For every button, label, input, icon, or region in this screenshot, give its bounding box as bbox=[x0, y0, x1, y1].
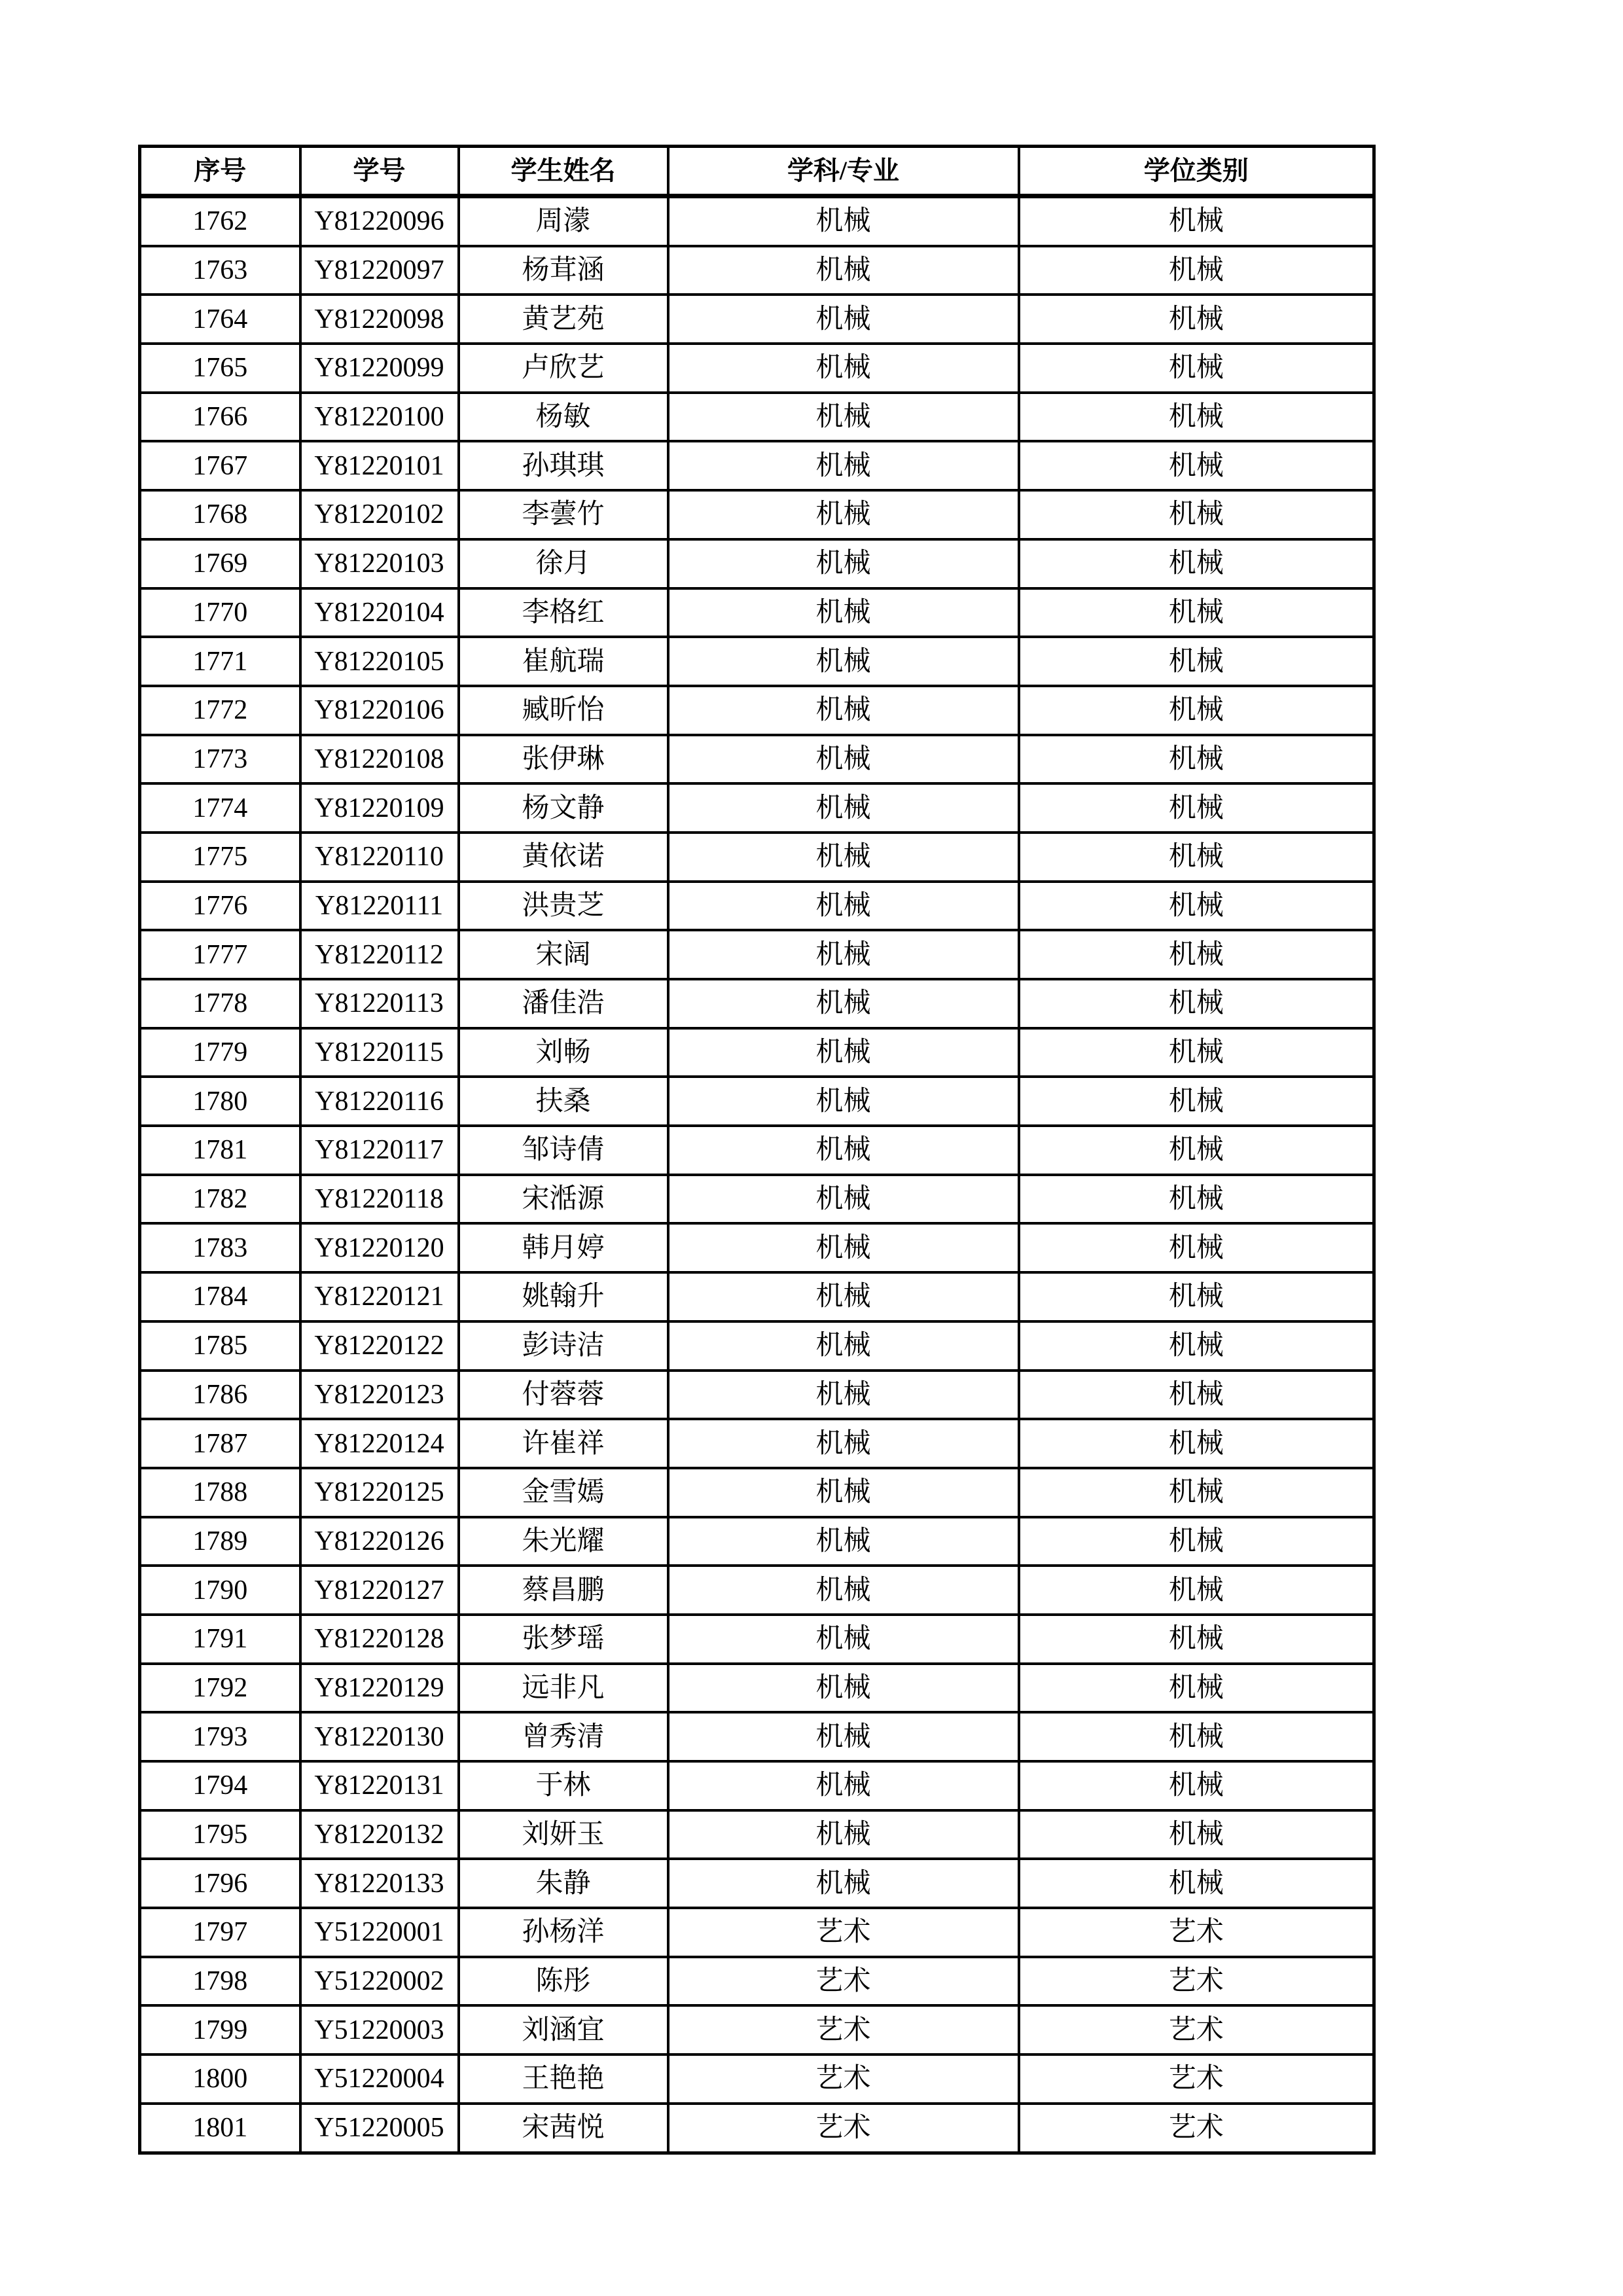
student-name-cell: 崔航瑞 bbox=[459, 637, 668, 686]
table-row bbox=[140, 196, 1374, 246]
student-id-cell: Y51220001 bbox=[300, 1908, 459, 1957]
student-id-cell: Y81220121 bbox=[300, 1272, 459, 1321]
table-row bbox=[140, 344, 1374, 393]
student-name-cell: 朱光耀 bbox=[459, 1517, 668, 1566]
student-id-cell: Y81220130 bbox=[300, 1712, 459, 1761]
major-cell: 机械 bbox=[668, 1761, 1019, 1810]
student-name-cell: 彭诗洁 bbox=[459, 1321, 668, 1371]
student-name-cell: 付蓉蓉 bbox=[459, 1371, 668, 1420]
major-cell: 机械 bbox=[668, 1175, 1019, 1224]
degree-type-cell: 机械 bbox=[1019, 1517, 1374, 1566]
student-name-cell: 刘畅 bbox=[459, 1028, 668, 1077]
degree-type-cell: 机械 bbox=[1019, 1223, 1374, 1272]
major-cell: 艺术 bbox=[668, 1908, 1019, 1957]
student-id-cell: Y81220097 bbox=[300, 246, 459, 295]
major-cell: 机械 bbox=[668, 1419, 1019, 1468]
degree-type-cell: 机械 bbox=[1019, 588, 1374, 637]
degree-type-cell: 机械 bbox=[1019, 1468, 1374, 1517]
major-cell: 机械 bbox=[668, 1566, 1019, 1615]
serial-number-cell: 1767 bbox=[140, 441, 300, 490]
student-name-cell: 姚翰升 bbox=[459, 1272, 668, 1321]
degree-type-cell: 机械 bbox=[1019, 1272, 1374, 1321]
serial-number-cell: 1794 bbox=[140, 1761, 300, 1810]
student-id-cell: Y51220005 bbox=[300, 2104, 459, 2153]
table-row bbox=[140, 1859, 1374, 1908]
table-row bbox=[140, 979, 1374, 1028]
degree-type-cell: 机械 bbox=[1019, 1810, 1374, 1859]
major-cell: 机械 bbox=[668, 882, 1019, 931]
serial-number-cell: 1788 bbox=[140, 1468, 300, 1517]
table-row bbox=[140, 2104, 1374, 2153]
student-name-cell: 黄艺苑 bbox=[459, 295, 668, 344]
major-cell: 机械 bbox=[668, 539, 1019, 588]
student-id-cell: Y81220118 bbox=[300, 1175, 459, 1224]
serial-number-cell: 1782 bbox=[140, 1175, 300, 1224]
student-name-cell: 李蕓竹 bbox=[459, 490, 668, 539]
table-row bbox=[140, 1371, 1374, 1420]
student-id-cell: Y81220100 bbox=[300, 393, 459, 442]
table-row bbox=[140, 783, 1374, 833]
student-id-cell: Y81220117 bbox=[300, 1126, 459, 1175]
table-row bbox=[140, 1126, 1374, 1175]
student-name-cell: 许崔祥 bbox=[459, 1419, 668, 1468]
student-name-cell: 宋阔 bbox=[459, 930, 668, 979]
major-cell: 机械 bbox=[668, 1615, 1019, 1664]
major-cell: 机械 bbox=[668, 441, 1019, 490]
student-id-cell: Y81220126 bbox=[300, 1517, 459, 1566]
student-id-cell: Y81220120 bbox=[300, 1223, 459, 1272]
major-cell: 机械 bbox=[668, 783, 1019, 833]
student-id-cell: Y81220110 bbox=[300, 833, 459, 882]
student-id-cell: Y81220101 bbox=[300, 441, 459, 490]
student-id-cell: Y81220115 bbox=[300, 1028, 459, 1077]
table-row bbox=[140, 441, 1374, 490]
serial-number-cell: 1797 bbox=[140, 1908, 300, 1957]
table-row bbox=[140, 393, 1374, 442]
major-cell: 艺术 bbox=[668, 2104, 1019, 2153]
major-cell: 机械 bbox=[668, 930, 1019, 979]
major-cell: 机械 bbox=[668, 1859, 1019, 1908]
degree-type-cell: 机械 bbox=[1019, 1321, 1374, 1371]
major-cell: 机械 bbox=[668, 1272, 1019, 1321]
serial-number-cell: 1779 bbox=[140, 1028, 300, 1077]
student-name-cell: 宋湉源 bbox=[459, 1175, 668, 1224]
student-id-cell: Y81220099 bbox=[300, 344, 459, 393]
serial-number-cell: 1789 bbox=[140, 1517, 300, 1566]
major-cell: 机械 bbox=[668, 1321, 1019, 1371]
major-cell: 机械 bbox=[668, 393, 1019, 442]
serial-number-cell: 1777 bbox=[140, 930, 300, 979]
student-name-cell: 宋茜悦 bbox=[459, 2104, 668, 2153]
student-roster-table bbox=[138, 145, 1376, 2155]
degree-type-cell: 机械 bbox=[1019, 344, 1374, 393]
student-id-cell: Y81220103 bbox=[300, 539, 459, 588]
serial-number-cell: 1787 bbox=[140, 1419, 300, 1468]
student-name-cell: 王艳艳 bbox=[459, 2054, 668, 2104]
degree-type-cell: 艺术 bbox=[1019, 1957, 1374, 2006]
table-row bbox=[140, 833, 1374, 882]
table-row bbox=[140, 1566, 1374, 1615]
header-row bbox=[140, 147, 1374, 196]
degree-type-cell: 机械 bbox=[1019, 1126, 1374, 1175]
student-name-cell: 杨茸涵 bbox=[459, 246, 668, 295]
serial-number-cell: 1792 bbox=[140, 1664, 300, 1713]
table-row bbox=[140, 1761, 1374, 1810]
student-id-cell: Y81220128 bbox=[300, 1615, 459, 1664]
degree-type-cell: 机械 bbox=[1019, 1419, 1374, 1468]
student-id-cell: Y81220113 bbox=[300, 979, 459, 1028]
table-row bbox=[140, 1077, 1374, 1126]
serial-number-cell: 1768 bbox=[140, 490, 300, 539]
major-cell: 机械 bbox=[668, 735, 1019, 784]
major-cell: 机械 bbox=[668, 1712, 1019, 1761]
major-cell: 机械 bbox=[668, 588, 1019, 637]
student-id-cell: Y81220131 bbox=[300, 1761, 459, 1810]
table-row bbox=[140, 1468, 1374, 1517]
serial-number-cell: 1790 bbox=[140, 1566, 300, 1615]
degree-type-cell: 机械 bbox=[1019, 196, 1374, 246]
major-cell: 机械 bbox=[668, 295, 1019, 344]
degree-type-cell: 艺术 bbox=[1019, 2104, 1374, 2153]
table-row bbox=[140, 1810, 1374, 1859]
student-name-cell: 远非凡 bbox=[459, 1664, 668, 1713]
table-row bbox=[140, 2005, 1374, 2054]
major-cell: 机械 bbox=[668, 1517, 1019, 1566]
student-name-cell: 韩月婷 bbox=[459, 1223, 668, 1272]
table-row bbox=[140, 1175, 1374, 1224]
student-name-cell: 蔡昌鹏 bbox=[459, 1566, 668, 1615]
table-row bbox=[140, 1223, 1374, 1272]
student-name-cell: 扶桑 bbox=[459, 1077, 668, 1126]
student-id-cell: Y81220102 bbox=[300, 490, 459, 539]
serial-number-cell: 1774 bbox=[140, 783, 300, 833]
student-name-cell: 黄依诺 bbox=[459, 833, 668, 882]
serial-number-cell: 1775 bbox=[140, 833, 300, 882]
serial-number-cell: 1772 bbox=[140, 686, 300, 735]
serial-number-cell: 1800 bbox=[140, 2054, 300, 2104]
serial-number-cell: 1795 bbox=[140, 1810, 300, 1859]
student-id-cell: Y81220125 bbox=[300, 1468, 459, 1517]
serial-number-cell: 1786 bbox=[140, 1371, 300, 1420]
degree-type-cell: 机械 bbox=[1019, 1077, 1374, 1126]
student-id-cell: Y81220106 bbox=[300, 686, 459, 735]
degree-type-cell: 机械 bbox=[1019, 393, 1374, 442]
major-cell: 机械 bbox=[668, 979, 1019, 1028]
student-name-cell: 曾秀清 bbox=[459, 1712, 668, 1761]
header-major: 学科/专业 bbox=[668, 147, 1019, 196]
table-row bbox=[140, 1028, 1374, 1077]
student-id-cell: Y51220002 bbox=[300, 1957, 459, 2006]
student-name-cell: 潘佳浩 bbox=[459, 979, 668, 1028]
table-row bbox=[140, 686, 1374, 735]
serial-number-cell: 1770 bbox=[140, 588, 300, 637]
degree-type-cell: 机械 bbox=[1019, 1664, 1374, 1713]
student-name-cell: 杨文静 bbox=[459, 783, 668, 833]
table-row bbox=[140, 637, 1374, 686]
student-name-cell: 杨敏 bbox=[459, 393, 668, 442]
degree-type-cell: 机械 bbox=[1019, 539, 1374, 588]
degree-type-cell: 机械 bbox=[1019, 1028, 1374, 1077]
serial-number-cell: 1784 bbox=[140, 1272, 300, 1321]
student-id-cell: Y81220104 bbox=[300, 588, 459, 637]
student-name-cell: 孙杨洋 bbox=[459, 1908, 668, 1957]
table-row bbox=[140, 1419, 1374, 1468]
major-cell: 机械 bbox=[668, 833, 1019, 882]
student-id-cell: Y81220132 bbox=[300, 1810, 459, 1859]
table-row bbox=[140, 246, 1374, 295]
serial-number-cell: 1791 bbox=[140, 1615, 300, 1664]
degree-type-cell: 机械 bbox=[1019, 1712, 1374, 1761]
serial-number-cell: 1781 bbox=[140, 1126, 300, 1175]
degree-type-cell: 机械 bbox=[1019, 1371, 1374, 1420]
student-id-cell: Y81220133 bbox=[300, 1859, 459, 1908]
degree-type-cell: 机械 bbox=[1019, 441, 1374, 490]
major-cell: 机械 bbox=[668, 1126, 1019, 1175]
serial-number-cell: 1801 bbox=[140, 2104, 300, 2153]
student-name-cell: 金雪嫣 bbox=[459, 1468, 668, 1517]
degree-type-cell: 机械 bbox=[1019, 979, 1374, 1028]
degree-type-cell: 机械 bbox=[1019, 930, 1374, 979]
student-name-cell: 刘妍玉 bbox=[459, 1810, 668, 1859]
student-name-cell: 张伊琳 bbox=[459, 735, 668, 784]
degree-type-cell: 机械 bbox=[1019, 246, 1374, 295]
serial-number-cell: 1776 bbox=[140, 882, 300, 931]
table-row bbox=[140, 1272, 1374, 1321]
serial-number-cell: 1796 bbox=[140, 1859, 300, 1908]
student-name-cell: 刘涵宜 bbox=[459, 2005, 668, 2054]
student-table-header bbox=[140, 147, 1374, 196]
degree-type-cell: 机械 bbox=[1019, 295, 1374, 344]
table-row bbox=[140, 539, 1374, 588]
degree-type-cell: 机械 bbox=[1019, 735, 1374, 784]
student-id-cell: Y81220098 bbox=[300, 295, 459, 344]
student-id-cell: Y81220129 bbox=[300, 1664, 459, 1713]
student-table-body bbox=[140, 196, 1374, 2153]
student-name-cell: 卢欣艺 bbox=[459, 344, 668, 393]
student-id-cell: Y81220123 bbox=[300, 1371, 459, 1420]
major-cell: 机械 bbox=[668, 1468, 1019, 1517]
major-cell: 机械 bbox=[668, 1077, 1019, 1126]
major-cell: 机械 bbox=[668, 196, 1019, 246]
table-row bbox=[140, 1615, 1374, 1664]
student-id-cell: Y81220096 bbox=[300, 196, 459, 246]
serial-number-cell: 1762 bbox=[140, 196, 300, 246]
student-name-cell: 臧昕怡 bbox=[459, 686, 668, 735]
table-row bbox=[140, 1957, 1374, 2006]
table-row bbox=[140, 2054, 1374, 2104]
student-id-cell: Y81220108 bbox=[300, 735, 459, 784]
degree-type-cell: 机械 bbox=[1019, 882, 1374, 931]
table-row bbox=[140, 882, 1374, 931]
degree-type-cell: 机械 bbox=[1019, 1761, 1374, 1810]
major-cell: 机械 bbox=[668, 686, 1019, 735]
student-id-cell: Y81220122 bbox=[300, 1321, 459, 1371]
major-cell: 机械 bbox=[668, 1664, 1019, 1713]
table-row bbox=[140, 1664, 1374, 1713]
degree-type-cell: 艺术 bbox=[1019, 2054, 1374, 2104]
serial-number-cell: 1780 bbox=[140, 1077, 300, 1126]
serial-number-cell: 1773 bbox=[140, 735, 300, 784]
table-row bbox=[140, 1321, 1374, 1371]
major-cell: 机械 bbox=[668, 246, 1019, 295]
serial-number-cell: 1783 bbox=[140, 1223, 300, 1272]
degree-type-cell: 机械 bbox=[1019, 1175, 1374, 1224]
major-cell: 机械 bbox=[668, 344, 1019, 393]
major-cell: 艺术 bbox=[668, 2054, 1019, 2104]
serial-number-cell: 1766 bbox=[140, 393, 300, 442]
serial-number-cell: 1765 bbox=[140, 344, 300, 393]
serial-number-cell: 1793 bbox=[140, 1712, 300, 1761]
major-cell: 艺术 bbox=[668, 2005, 1019, 2054]
student-id-cell: Y51220003 bbox=[300, 2005, 459, 2054]
table-row bbox=[140, 1712, 1374, 1761]
student-id-cell: Y81220112 bbox=[300, 930, 459, 979]
major-cell: 机械 bbox=[668, 1371, 1019, 1420]
student-name-cell: 李格红 bbox=[459, 588, 668, 637]
table-row bbox=[140, 1908, 1374, 1957]
serial-number-cell: 1763 bbox=[140, 246, 300, 295]
degree-type-cell: 艺术 bbox=[1019, 2005, 1374, 2054]
header-student-id: 学号 bbox=[300, 147, 459, 196]
student-name-cell: 邹诗倩 bbox=[459, 1126, 668, 1175]
student-name-cell: 朱静 bbox=[459, 1859, 668, 1908]
student-name-cell: 徐月 bbox=[459, 539, 668, 588]
serial-number-cell: 1785 bbox=[140, 1321, 300, 1371]
student-name-cell: 孙琪琪 bbox=[459, 441, 668, 490]
table-row bbox=[140, 490, 1374, 539]
student-id-cell: Y81220105 bbox=[300, 637, 459, 686]
student-name-cell: 周濛 bbox=[459, 196, 668, 246]
degree-type-cell: 机械 bbox=[1019, 1615, 1374, 1664]
student-name-cell: 洪贵芝 bbox=[459, 882, 668, 931]
student-id-cell: Y81220124 bbox=[300, 1419, 459, 1468]
serial-number-cell: 1764 bbox=[140, 295, 300, 344]
table-row bbox=[140, 1517, 1374, 1566]
degree-type-cell: 艺术 bbox=[1019, 1908, 1374, 1957]
student-name-cell: 张梦瑶 bbox=[459, 1615, 668, 1664]
serial-number-cell: 1799 bbox=[140, 2005, 300, 2054]
major-cell: 机械 bbox=[668, 1810, 1019, 1859]
student-id-cell: Y81220109 bbox=[300, 783, 459, 833]
student-id-cell: Y51220004 bbox=[300, 2054, 459, 2104]
table-row bbox=[140, 588, 1374, 637]
serial-number-cell: 1798 bbox=[140, 1957, 300, 2006]
degree-type-cell: 机械 bbox=[1019, 490, 1374, 539]
degree-type-cell: 机械 bbox=[1019, 783, 1374, 833]
header-student-name: 学生姓名 bbox=[459, 147, 668, 196]
major-cell: 艺术 bbox=[668, 1957, 1019, 2006]
major-cell: 机械 bbox=[668, 637, 1019, 686]
student-id-cell: Y81220111 bbox=[300, 882, 459, 931]
degree-type-cell: 机械 bbox=[1019, 1859, 1374, 1908]
student-name-cell: 于林 bbox=[459, 1761, 668, 1810]
header-serial-number: 序号 bbox=[140, 147, 300, 196]
header-degree-type: 学位类别 bbox=[1019, 147, 1374, 196]
student-id-cell: Y81220127 bbox=[300, 1566, 459, 1615]
table-row bbox=[140, 930, 1374, 979]
major-cell: 机械 bbox=[668, 490, 1019, 539]
student-id-cell: Y81220116 bbox=[300, 1077, 459, 1126]
degree-type-cell: 机械 bbox=[1019, 1566, 1374, 1615]
serial-number-cell: 1771 bbox=[140, 637, 300, 686]
degree-type-cell: 机械 bbox=[1019, 833, 1374, 882]
major-cell: 机械 bbox=[668, 1223, 1019, 1272]
student-name-cell: 陈彤 bbox=[459, 1957, 668, 2006]
serial-number-cell: 1769 bbox=[140, 539, 300, 588]
table-row bbox=[140, 735, 1374, 784]
degree-type-cell: 机械 bbox=[1019, 686, 1374, 735]
degree-type-cell: 机械 bbox=[1019, 637, 1374, 686]
serial-number-cell: 1778 bbox=[140, 979, 300, 1028]
major-cell: 机械 bbox=[668, 1028, 1019, 1077]
table-row bbox=[140, 295, 1374, 344]
